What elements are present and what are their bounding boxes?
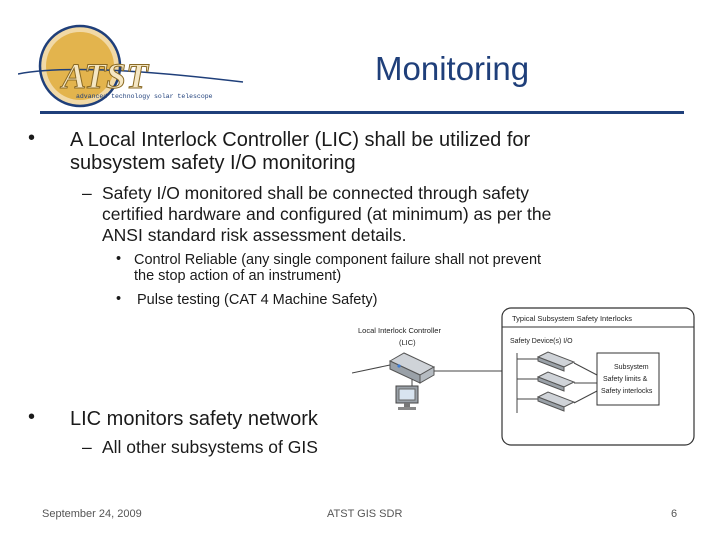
bullet-dash: – — [82, 183, 92, 203]
bullet-1-1-line-3: ANSI standard risk assessment details. — [102, 225, 407, 245]
logo-tagline: advanced technology solar telescope — [76, 93, 213, 100]
lic-device-icon — [390, 353, 434, 383]
title-rule — [40, 111, 684, 114]
panel-title: Typical Subsystem Safety Interlocks — [512, 314, 633, 323]
lic-label: Local Interlock Controller — [358, 326, 441, 335]
footer-center: ATST GIS SDR — [327, 508, 403, 520]
slide-title: Monitoring — [375, 50, 530, 87]
bullet-dash: – — [82, 437, 92, 457]
devices-label: Safety Device(s) I/O — [510, 338, 573, 345]
bullet-1-1-line-1: Safety I/O monitored shall be connected through safety — [102, 183, 530, 203]
bullet-2: LIC monitors safety network — [70, 408, 318, 430]
footer-page-number: 6 — [671, 508, 678, 520]
bullet-1-line-2: subsystem safety I/O monitoring — [70, 152, 356, 174]
bullet-dot: • — [28, 406, 36, 428]
footer-date: September 24, 2009 — [42, 508, 142, 520]
subsystem-label: Subsystem — [614, 364, 649, 371]
workstation-icon — [396, 386, 418, 410]
atst-logo — [18, 22, 248, 108]
bullet-1-1-1-line-2: the stop action of an instrument) — [134, 268, 342, 284]
bullet-dot-small: • — [116, 251, 122, 267]
bullet-1-1-2: Pulse testing (CAT 4 Machine Safety) — [137, 292, 378, 308]
bullet-1-1-1-line-1: Control Reliable (any single component failure shall not prevent — [134, 252, 542, 268]
lic-label-abbrev: (LIC) — [399, 338, 416, 347]
subsystem-interlocks-label: Safety interlocks — [601, 388, 653, 395]
subsystem-limits-label: Safety limits & — [603, 376, 648, 383]
logo-wordmark: ATST — [62, 56, 149, 96]
bullet-1-1-line-2: certified hardware and configured (at minimum) as per the — [102, 204, 552, 224]
interlock-diagram — [352, 303, 700, 448]
bullet-1-line-1: A Local Interlock Controller (LIC) shall be utilized for — [70, 129, 531, 151]
bullet-dot: • — [28, 127, 36, 149]
bullet-dot-small: • — [116, 291, 122, 307]
bullet-2-1: All other subsystems of GIS — [102, 437, 318, 457]
